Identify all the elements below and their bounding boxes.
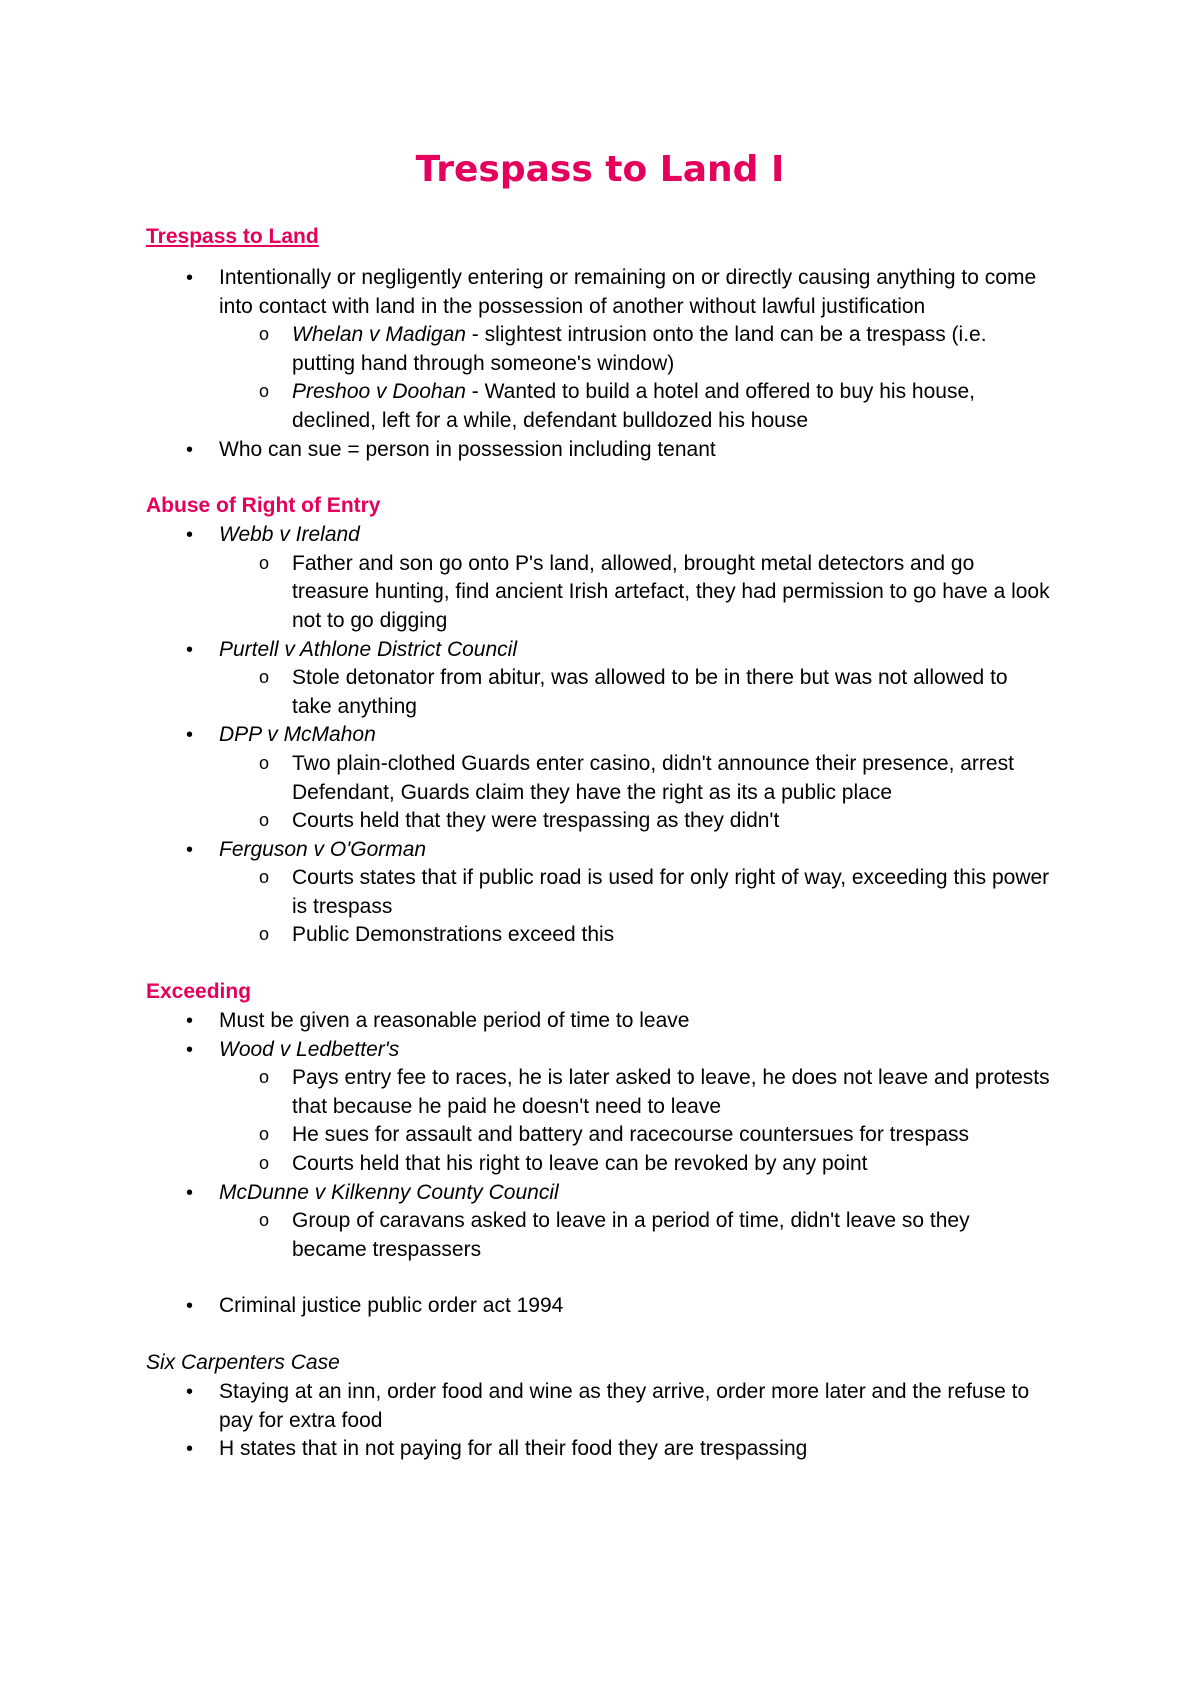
item-text: Staying at an inn, order food and wine as they arrive, order more later and the refuse to pay for extra food bbox=[219, 1380, 1030, 1432]
section-heading: Trespass to Land bbox=[146, 225, 319, 248]
item-text: Who can sue = person in possession including tenant bbox=[219, 437, 716, 461]
sub-list-item bbox=[146, 864, 1050, 921]
case-name: Purtell v Athlone District Council bbox=[219, 637, 517, 661]
item-text: Intentionally or negligently entering or remaining on or directly causing anything to come into contact with land in the possession of another without lawful justification bbox=[219, 266, 1037, 318]
bullet-icon: • bbox=[186, 1038, 194, 1061]
sub-list bbox=[146, 664, 1050, 721]
sub-bullet-icon: o bbox=[259, 1124, 270, 1145]
sub-list bbox=[146, 1064, 1050, 1178]
sub-bullet-icon: o bbox=[259, 752, 270, 773]
bullet-icon: • bbox=[186, 724, 194, 747]
sub-list-item bbox=[146, 378, 1050, 435]
item-text: Public Demonstrations exceed this bbox=[292, 923, 615, 947]
sub-list-item bbox=[146, 1150, 1050, 1179]
bullet-icon: • bbox=[186, 267, 194, 289]
item-text: Two plain-clothed Guards enter casino, didn't announce their presence, arrest Defendant, Guards claim they have the right as its a public place bbox=[292, 751, 1014, 804]
bullet-icon: • bbox=[186, 638, 194, 661]
section-abuse-of-right-of-entry bbox=[146, 491, 1050, 950]
bullet-list bbox=[146, 264, 1050, 464]
section-exceeding bbox=[146, 977, 1050, 1321]
sub-bullet-icon: o bbox=[259, 810, 270, 831]
sub-list-item bbox=[146, 321, 1050, 378]
page-title: Trespass to Land I bbox=[415, 149, 785, 190]
case-name: Whelan v Madigan bbox=[292, 323, 466, 347]
item-text: H states that in not paying for all their food they are trespassing bbox=[219, 1437, 808, 1461]
case-name: DPP v McMahon bbox=[219, 723, 376, 747]
sub-bullet-icon: o bbox=[259, 1153, 270, 1174]
item-text: Pays entry fee to races, he is later asked to leave, he does not leave and protests that because he paid he doesn't need to leave bbox=[292, 1066, 1050, 1118]
bullet-icon: • bbox=[186, 1010, 194, 1033]
case-name: McDunne v Kilkenny County Council bbox=[219, 1180, 559, 1204]
case-name: Preshoo v Doohan bbox=[292, 380, 466, 404]
section-six-carpenters-case bbox=[146, 1348, 1050, 1464]
list-item bbox=[146, 1378, 1050, 1435]
sub-list-item bbox=[146, 921, 1050, 950]
sub-list-item bbox=[146, 550, 1050, 636]
list-item bbox=[146, 264, 1050, 436]
sub-list-item bbox=[146, 750, 1050, 807]
sub-bullet-icon: o bbox=[259, 552, 270, 573]
sub-list-item bbox=[146, 1121, 1050, 1150]
item-text: Courts held that they were trespassing as they didn't bbox=[292, 809, 780, 833]
sub-bullet-icon: o bbox=[259, 867, 270, 888]
sub-list bbox=[146, 321, 1050, 435]
bullet-list bbox=[146, 1378, 1050, 1464]
bullet-list bbox=[146, 521, 1050, 950]
item-text: Courts held that his right to leave can be revoked by any point bbox=[292, 1152, 868, 1176]
sub-bullet-icon: o bbox=[259, 381, 270, 402]
item-text: Courts states that if public road is used for only right of way, exceeding this power is trespass bbox=[292, 866, 1050, 918]
list-item bbox=[146, 1036, 1050, 1179]
bullet-icon: • bbox=[186, 1438, 194, 1461]
bullet-icon: • bbox=[186, 1295, 194, 1318]
bullet-icon: • bbox=[186, 838, 194, 861]
case-name: Webb v Ireland bbox=[219, 523, 360, 547]
list-item bbox=[146, 721, 1050, 835]
sub-bullet-icon: o bbox=[259, 324, 270, 345]
sub-list bbox=[146, 750, 1050, 836]
item-text: Stole detonator from abitur, was allowed to be in there but was not allowed to take anything bbox=[292, 666, 1008, 718]
list-item bbox=[146, 521, 1050, 635]
item-text: Criminal justice public order act 1994 bbox=[219, 1294, 564, 1318]
list-item bbox=[146, 636, 1050, 722]
case-name: Wood v Ledbetter's bbox=[219, 1037, 400, 1061]
bullet-icon: • bbox=[186, 1181, 194, 1204]
sub-list-item bbox=[146, 664, 1050, 721]
item-text: Must be given a reasonable period of time to leave bbox=[219, 1009, 690, 1033]
list-item bbox=[146, 836, 1050, 950]
sub-list bbox=[146, 550, 1050, 636]
section-trespass-to-land bbox=[146, 222, 1050, 464]
bullet-icon: • bbox=[186, 1381, 194, 1403]
sub-list bbox=[146, 864, 1050, 950]
bullet-list bbox=[146, 1007, 1050, 1321]
case-name: Ferguson v O'Gorman bbox=[219, 837, 427, 861]
list-item bbox=[146, 1179, 1050, 1265]
sub-list-item bbox=[146, 1207, 1050, 1264]
item-text: - Wanted to build a hotel and offered to buy his house, declined, left for a while, defendant bulldozed his house bbox=[292, 380, 975, 432]
section-heading: Abuse of Right of Entry bbox=[146, 494, 381, 518]
sub-list-item bbox=[146, 1064, 1050, 1121]
item-text: He sues for assault and battery and racecourse countersues for trespass bbox=[292, 1123, 970, 1147]
section-heading: Exceeding bbox=[146, 980, 252, 1004]
list-item bbox=[146, 1007, 1050, 1036]
sub-list bbox=[146, 1207, 1050, 1264]
item-text: Group of caravans asked to leave in a period of time, didn't leave so they became trespassers bbox=[292, 1209, 970, 1261]
sub-bullet-icon: o bbox=[259, 924, 270, 945]
list-item bbox=[146, 436, 1050, 465]
sub-list-item bbox=[146, 807, 1050, 836]
item-text: Father and son go onto P's land, allowed, brought metal detectors and go treasure hunting, find ancient Irish artefact, they had permission to go have a look not to go digging bbox=[292, 551, 1050, 632]
list-item bbox=[146, 1435, 1050, 1464]
list-item bbox=[146, 1292, 1050, 1321]
item-text: - slightest intrusion onto the land can be a trespass (i.e. putting hand through someone's window) bbox=[292, 323, 987, 375]
sub-bullet-icon: o bbox=[259, 1210, 270, 1231]
bullet-icon: • bbox=[186, 524, 194, 547]
section-heading: Six Carpenters Case bbox=[146, 1351, 340, 1374]
bullet-icon: • bbox=[186, 438, 194, 461]
sub-bullet-icon: o bbox=[259, 667, 270, 688]
sub-bullet-icon: o bbox=[259, 1067, 270, 1088]
